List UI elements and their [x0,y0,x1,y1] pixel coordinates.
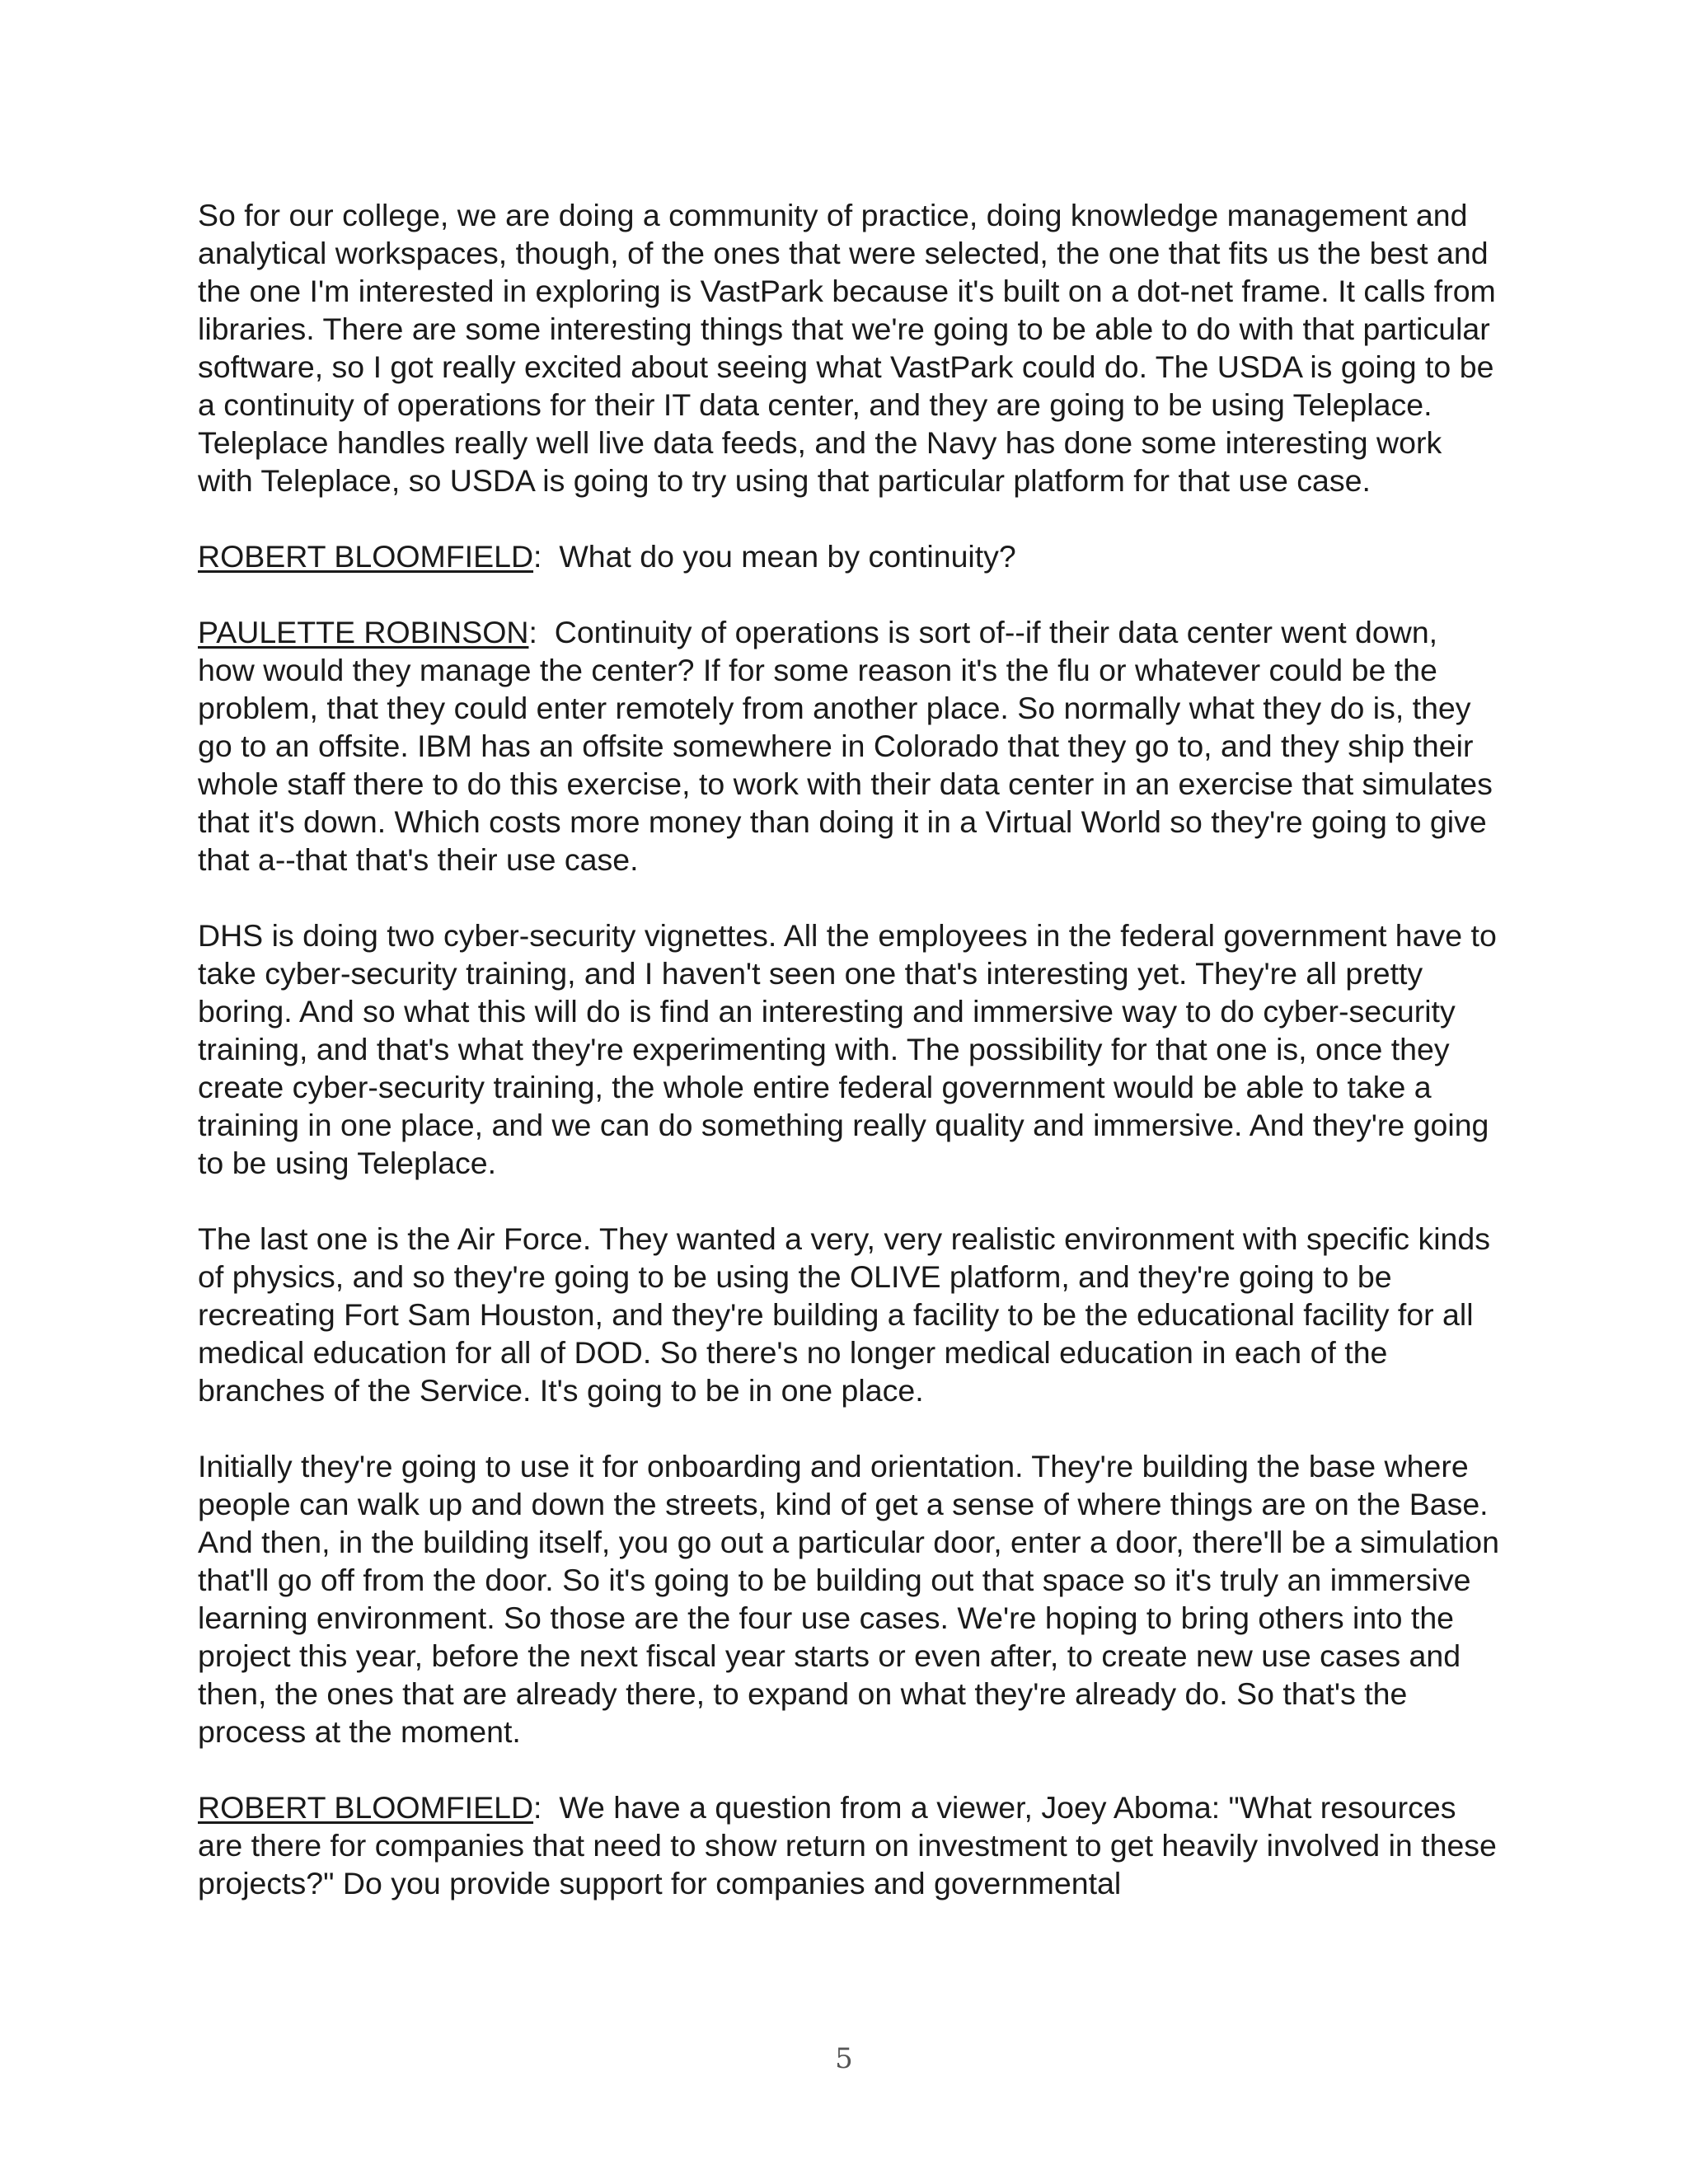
speaker-name: ROBERT BLOOMFIELD [198,539,534,574]
paragraph-5 [198,1220,1500,1409]
paragraph-text: So for our college, we are doing a community of practice, doing knowledge management and analytical workspaces, though, of the ones that were selected, the one that fits us the best and the one I'm interested in exploring is VastPark because it's built on a dot-net frame. It calls from libraries. There are some interesting things that we're going to be able to do with that particular software, so I got really excited about seeing what VastPark could do. The USDA is going to be a continuity of operations for their IT data center, and they are going to be using Teleplace. Teleplace handles really well live data feeds, and the Navy has done some interesting work with Teleplace, so USDA is going to try using that particular platform for that use case. [198,198,1496,498]
paragraph-text: We have a question from a viewer, Joey Aboma: "What resources are there for companies that need to show return on investment to get heavily involved in these projects?" Do you provide support for companies and governmental [198,1790,1497,1900]
paragraph-3 [198,613,1500,879]
paragraph-text: The last one is the Air Force. They wanted a very, very realistic environment with specific kinds of physics, and so they're going to be using the OLIVE platform, and they're going to be recreating Fort Sam Houston, and they're building a facility to be the educational facility for all medical education for all of DOD. So there's no longer medical education in each of the branches of the Service. It's going to be in one place. [198,1221,1491,1408]
paragraph-text: Initially they're going to use it for onboarding and orientation. They're building the base where people can walk up and down the streets, kind of get a sense of where things are on the Base. And then, in the building itself, you go out a particular door, enter a door, there'll be a simulation that'll go off from the door. So it's going to be building out that space so it's truly an immersive learning environment. So those are the four use cases. We're hoping to bring others into the project this year, before the next fiscal year starts or even after, to create new use cases and then, the ones that are already there, to expand on what they're already do. So that's the process at the moment. [198,1449,1499,1749]
paragraph-7 [198,1788,1500,1902]
paragraph-2 [198,537,1500,575]
paragraph-text: DHS is doing two cyber-security vignettes. All the employees in the federal government have to take cyber-security training, and I haven't seen one that's interesting yet. They're all pretty boring. And so what this will do is find an interesting and immersive way to do cyber-security training, and that's what they're experimenting with. The possibility for that one is, once they create cyber-security training, the whole entire federal government would be able to take a training in one place, and we can do something really quality and immersive. And they're going to be using Teleplace. [198,918,1497,1180]
speaker-separator: : [528,615,555,649]
speaker-name: ROBERT BLOOMFIELD [198,1790,534,1825]
paragraph-text: Continuity of operations is sort of--if their data center went down, how would they manage the center? If for some reason it's the flu or whatever could be the problem, that they could enter remotely from another place. So normally what they do is, they go to an offsite. IBM has an offsite somewhere in Colorado that they go to, and they ship their whole staff there to do this exercise, to work with their data center in an exercise that simulates that it's down. Which costs more money than doing it in a Virtual World so they're going to give that a--that that's their use case. [198,615,1493,877]
paragraph-4 [198,916,1500,1182]
paragraph-text: What do you mean by continuity? [559,539,1016,574]
page-number: 5 [835,2042,853,2075]
transcript-page [198,196,1500,1940]
speaker-name: PAULETTE ROBINSON [198,615,529,649]
speaker-separator: : [533,1790,560,1825]
paragraph-1 [198,196,1500,499]
paragraph-6 [198,1447,1500,1750]
speaker-separator: : [533,539,560,574]
